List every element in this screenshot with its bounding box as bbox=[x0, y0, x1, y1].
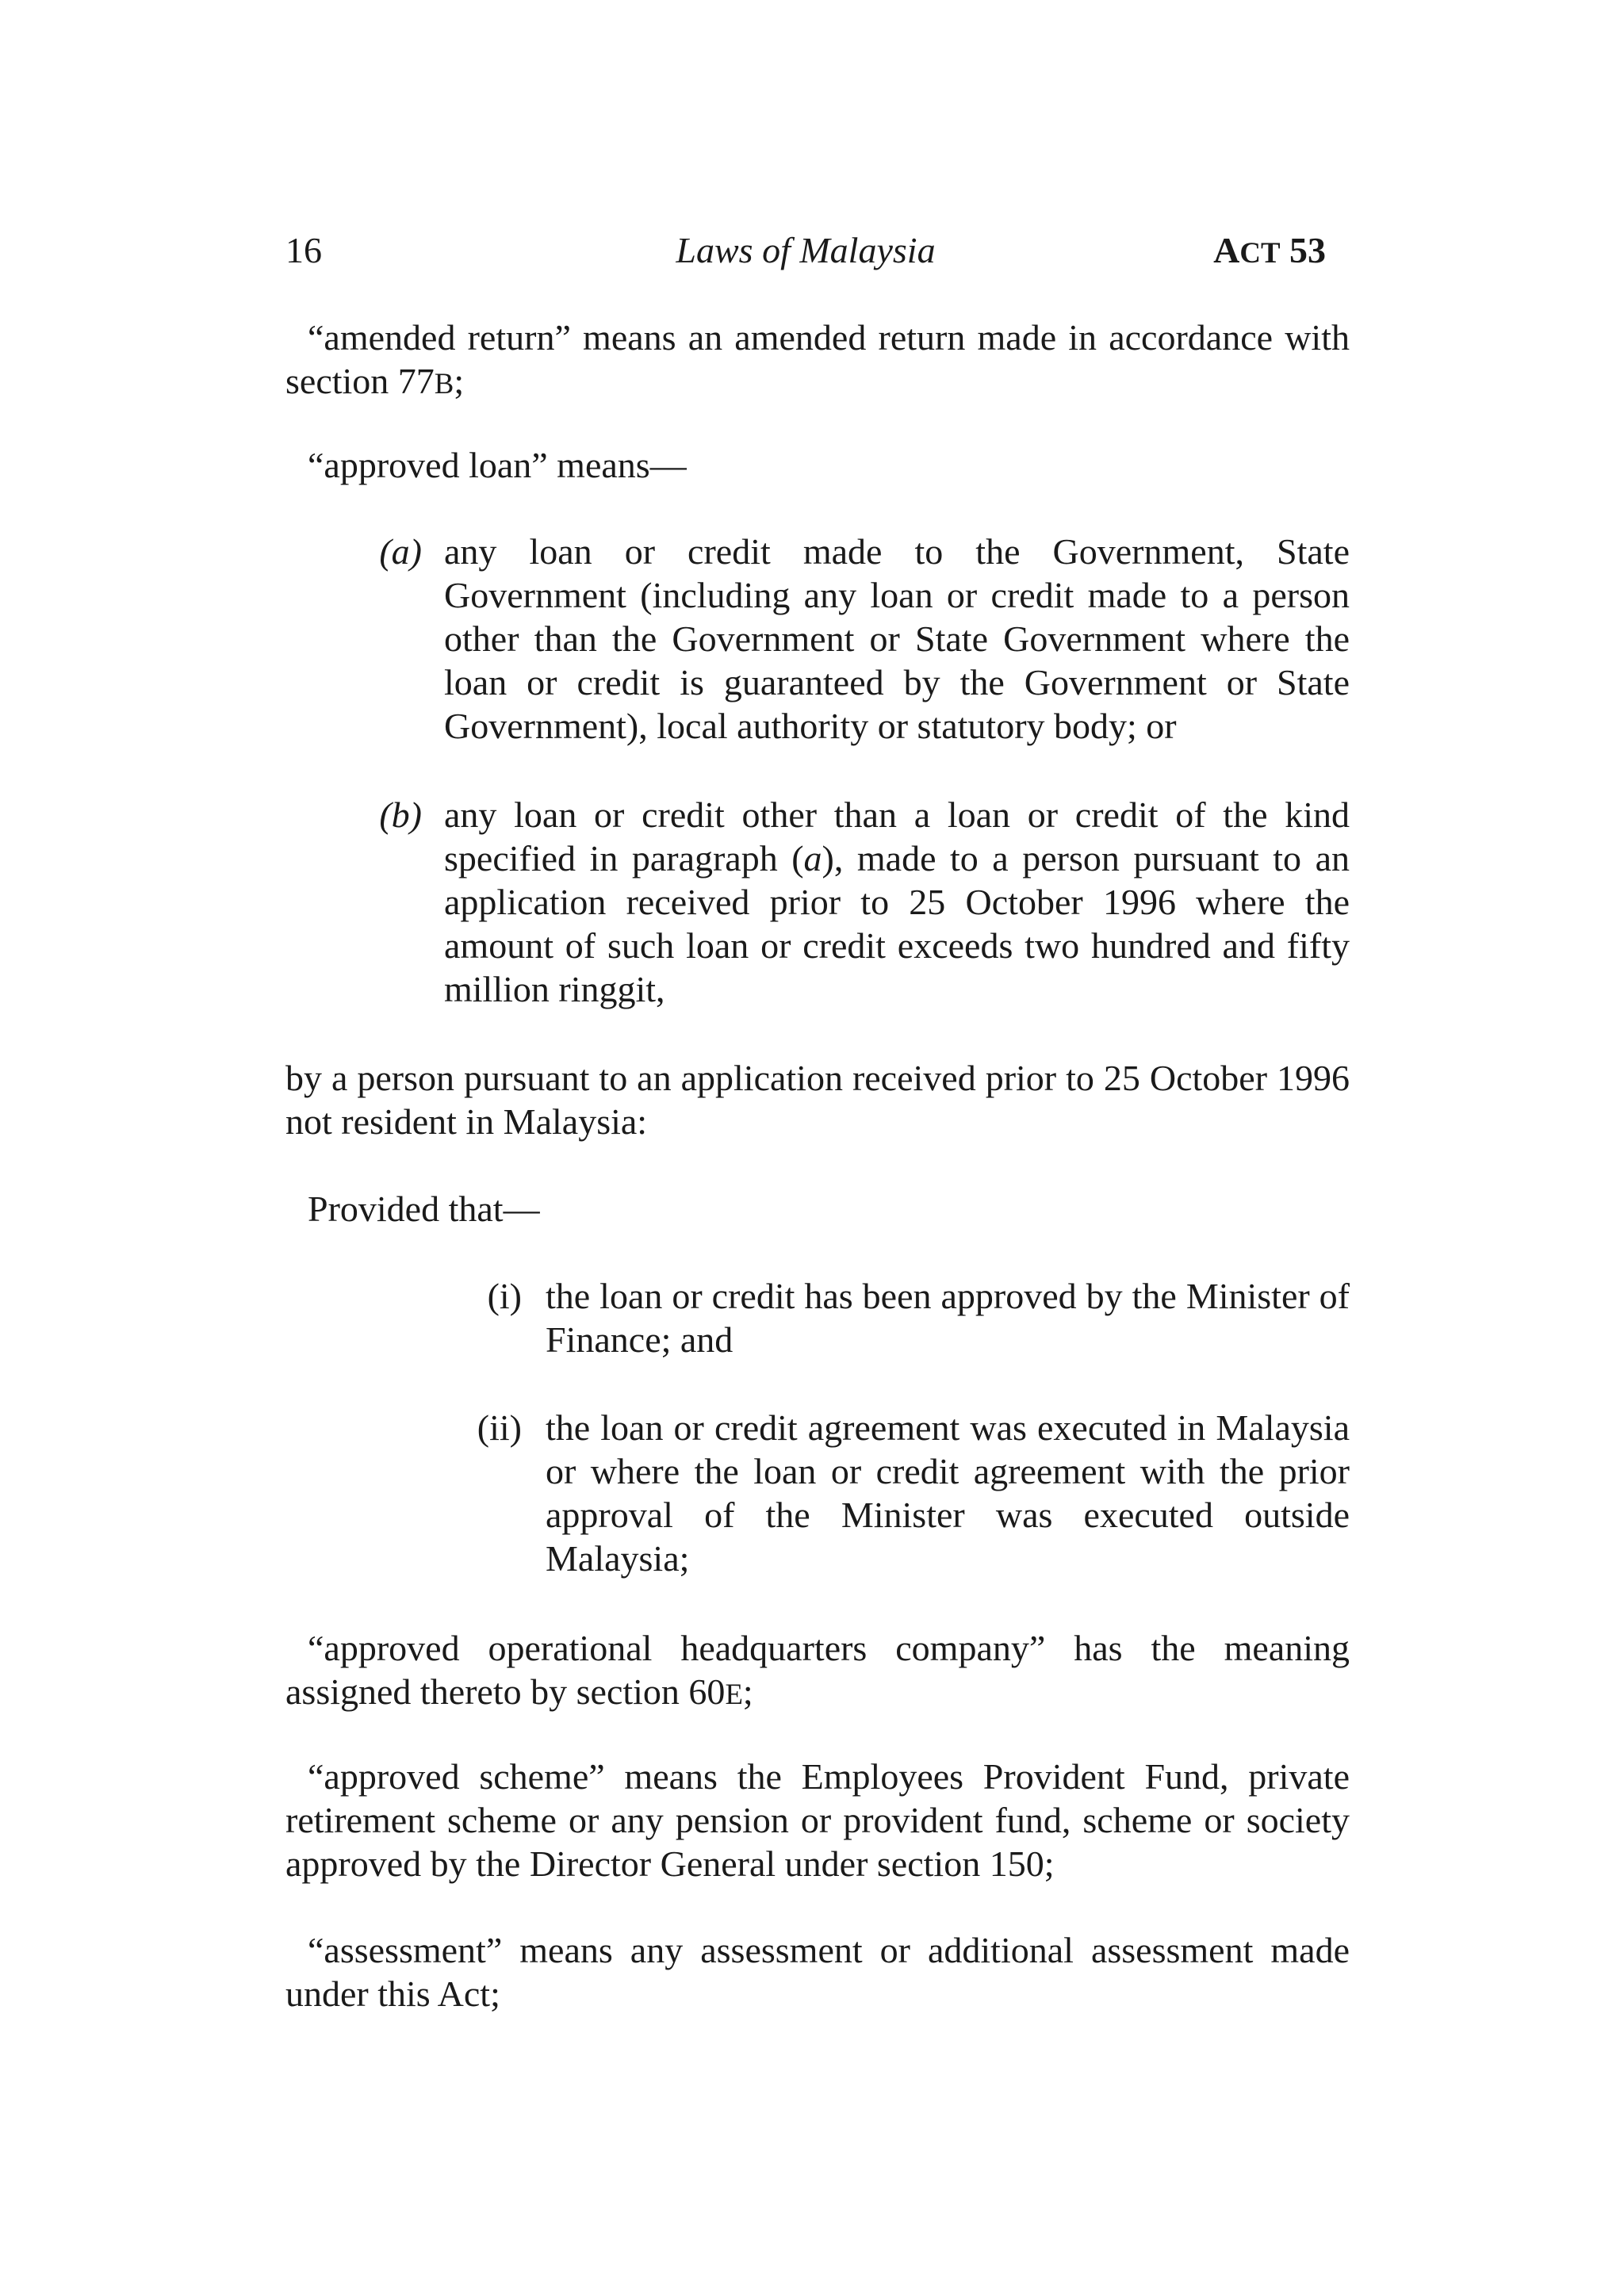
running-title: Laws of Malaysia bbox=[676, 230, 936, 270]
item-label: (i) bbox=[487, 1276, 522, 1316]
item-text: any loan or credit made to the Government, State Government (including any loan or credit made to a person other than the Government or State Government where the loan or credit is guaranteed by the Government or State Government), local authority or statutory body; or bbox=[444, 531, 1350, 746]
item-text: any loan or credit other than a loan or credit of the kind specified in paragraph (a), made to a person pursuant to an application received prior to 25 October 1996 where the amount of such loan or credit exceeds two hundred and fifty million ringgit, bbox=[444, 794, 1350, 1009]
item-text: the loan or credit agreement was executed in Malaysia or where the loan or credit agreement with the prior approval of the Minister was executed outside Malaysia; bbox=[546, 1407, 1350, 1579]
definition-approved-loan-intro: “approved loan” means— bbox=[308, 445, 687, 485]
item-text: the loan or credit has been approved by the Minister of Finance; and bbox=[546, 1276, 1350, 1360]
definition-approved-scheme: “approved scheme” means the Employees Provident Fund, private retirement scheme or any pension or provident fund, scheme or society approved by the Director General under section 150; bbox=[285, 1756, 1350, 1884]
page-header bbox=[285, 227, 1326, 274]
proviso-item-ii bbox=[0, 1406, 1624, 1596]
item-label: (a) bbox=[379, 531, 422, 572]
list-item-b bbox=[0, 793, 1624, 1031]
proviso-item-i bbox=[0, 1274, 1624, 1369]
item-label: (ii) bbox=[477, 1407, 522, 1448]
definition-amended-return: “amended return” means an amended return made in accordance with section 77B; bbox=[285, 317, 1350, 401]
act-number: ACT 53 bbox=[1213, 230, 1326, 270]
list-item-a bbox=[0, 530, 1624, 768]
definition-assessment: “assessment” means any assessment or additional assessment made under this Act; bbox=[285, 1930, 1350, 2014]
page-number: 16 bbox=[285, 230, 322, 270]
item-label: (b) bbox=[379, 794, 422, 835]
definition-continuation: by a person pursuant to an application received prior to 25 October 1996 not resident in Malaysia: bbox=[285, 1058, 1350, 1142]
definition-approved-ohq: “approved operational headquarters company” has the meaning assigned thereto by section 60E; bbox=[285, 1628, 1350, 1712]
proviso-intro: Provided that— bbox=[308, 1189, 540, 1229]
